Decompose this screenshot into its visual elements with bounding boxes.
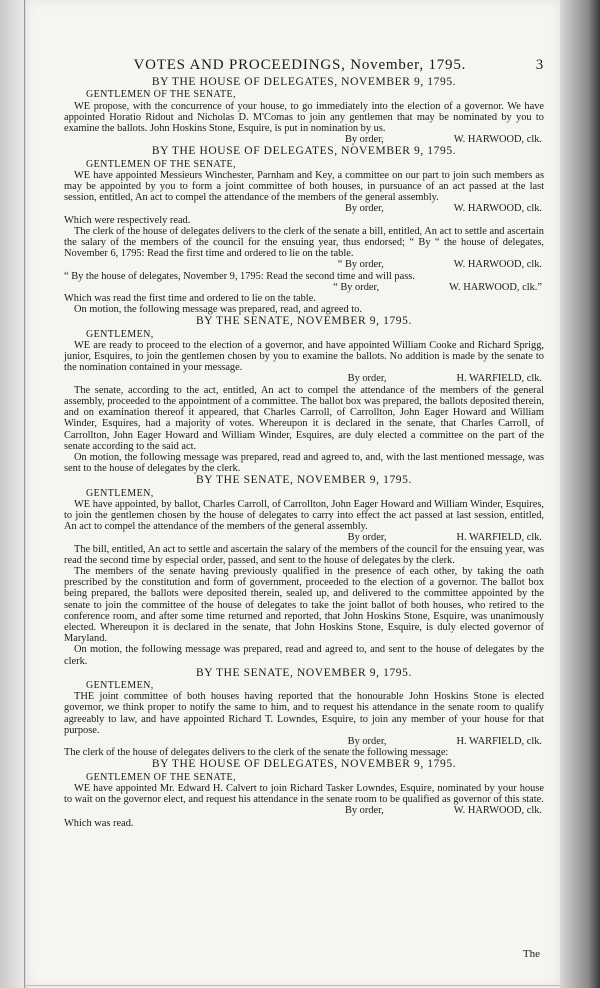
signature-line [64, 259, 544, 270]
signature-name: H. WARFIELD, clk. [456, 532, 542, 544]
signature-line [64, 805, 544, 816]
signature-by: “ By order, [337, 259, 384, 271]
paragraph: WE propose, with the concurrence of your house, to go immediately into the election of a governor. We have appointed Horatio Ridout and Nicholas D. M'Comas to join any gentlemen that may be nominated by you to examine the ballots. John Hoskins Stone, Esquire, is put in nomination by us. [64, 100, 544, 135]
salutation: GENTLEMEN OF THE SENATE, [86, 158, 236, 170]
catchword: The [522, 948, 540, 960]
signature-line [64, 373, 544, 384]
paragraph: The clerk of the house of delegates delivers to the clerk of the senate the following message: [64, 747, 449, 759]
paragraph: Which were respectively read. [64, 214, 191, 226]
salutation: GENTLEMEN OF THE SENATE, [86, 771, 236, 783]
page-content [64, 57, 544, 830]
paragraph: Which was read the first time and ordered to lie on the table. [64, 293, 316, 305]
signature-name: W. HARWOOD, clk.” [449, 281, 542, 293]
signature-by: By order, [344, 134, 384, 146]
page-bottom-edge [26, 985, 560, 986]
signature-line [64, 736, 544, 747]
paragraph: WE have appointed Mr. Edward H. Calvert to join Richard Tasker Lowndes, Esquire, nominated by your house to wait on the governor elect, and request his attendance in the senate room to be qualified as governor of this state. [64, 782, 544, 805]
signature-name: W. HARWOOD, clk. [453, 203, 542, 215]
signature-line [64, 282, 544, 293]
signature-by: By order, [344, 203, 384, 215]
signature-name: W. HARWOOD, clk. [453, 259, 542, 271]
paragraph: WE have appointed, by ballot, Charles Carroll, of Carrollton, John Eager Howard and William Winder, Esquires, to join the gentlemen chosen by the house of delegates to carry into effect the act passed at last session, entitled, An act to compel the attendance of the members of the general assembly. [64, 498, 544, 533]
paragraph: WE are ready to proceed to the election of a governor, and have appointed William Cooke and Richard Sprigg, junior, Esquires, to join the gentlemen chosen by you to examine the ballots. No addition is made by the senate to the nomination contained in your message. [64, 339, 544, 374]
page-number: 3 [535, 57, 544, 73]
section-heading: BY THE HOUSE OF DELEGATES, NOVEMBER 9, 1795. [151, 758, 457, 771]
previous-page-edge [0, 0, 25, 988]
salutation: GENTLEMEN, [86, 487, 154, 499]
signature-by: By order, [344, 805, 384, 817]
signature-line [64, 134, 544, 145]
paragraph: WE have appointed Messieurs Winchester, Parnham and Key, a committee on our part to join such members as may be appointed by you to form a joint committee of both houses, in pursuance of an act passed at the last session, entitled, An act to compel the attendance of the members of the general assembly. [64, 169, 544, 204]
page-title: VOTES AND PROCEEDINGS, November, 1795. [133, 57, 467, 73]
signature-name: H. WARFIELD, clk. [456, 735, 542, 747]
section-heading: BY THE SENATE, NOVEMBER 9, 1795. [196, 315, 412, 328]
section-heading: BY THE SENATE, NOVEMBER 9, 1795. [196, 666, 412, 679]
salutation: GENTLEMEN, [86, 328, 154, 340]
signature-name: W. HARWOOD, clk. [453, 805, 542, 817]
next-page-edge [560, 0, 600, 988]
paragraph: On motion, the following message was prepared, read and agreed to, and sent to the house of delegates by the clerk. [64, 644, 544, 667]
signature-by: By order, [347, 532, 387, 544]
signature-by: By order, [347, 735, 387, 747]
paragraph: The members of the senate having previously qualified in the presence of each other, by taking the oath prescribed by the constitution and form of government, proceeded to the election of a governor. The ballot box being prepared, the ballots were deposited therein, sealed up, and delivered to the committee appointed by the senate to join the committee of the house of delegates to take the joint ballot of both houses, who retired to the conference room, and after some time returned and reported, that John Hoskins Stone, Esquire, was unanimously elected. Whereupon it is declared in the senate, that John Hoskins Stone, Esquire, is duly elected governor of Maryland. [64, 565, 544, 645]
paragraph: On motion, the following message was prepared, read, and agreed to. [74, 304, 362, 316]
paragraph: The senate, according to the act, entitled, An act to compel the attendance of the members of the general assembly, proceeded to the appointment of a committee. The ballot box was prepared, the ballots deposited therein, and on examination thereof it appeared, that Charles Carroll, of Carrollton, John Eager Howard and William Winder, Esquires, had a majority of votes. Whereupon it is declared in the senate, that Charles Carroll, of Carrollton, John Eager Howard and William Winder, Esquires, are duly elected a committee on the part of the senate according to the said act. [64, 384, 544, 452]
signature-by: By order, [347, 373, 387, 385]
document-page [26, 0, 560, 988]
signature-by: “ By order, [333, 281, 380, 293]
salutation: GENTLEMEN OF THE SENATE, [86, 89, 236, 101]
section-heading: BY THE HOUSE OF DELEGATES, NOVEMBER 9, 1795. [151, 145, 457, 158]
paragraph: On motion, the following message was prepared, read and agreed to, and, with the last mentioned message, was sent to the house of delegates by the clerk. [64, 451, 544, 475]
paragraph: The clerk of the house of delegates delivers to the clerk of the senate a bill, entitled, An act to settle and ascertain the salary of the members of the council for the ensuing year, thus endorsed; “ By “ the house of delegates, November 6, 1795: Read the first time and ordered to lie on the table. [64, 225, 544, 260]
signature-line [64, 532, 544, 543]
paragraph: Which was read. [64, 818, 134, 830]
signature-name: H. WARFIELD, clk. [456, 373, 542, 385]
paragraph: THE joint committee of both houses having reported that the honourable John Hoskins Stone is elected governor, we think proper to notify the same to him, and to request his attendance in the senate room to qualify agreeably to law, and have appointed Richard T. Lowndes, Esquire, to join any member of your house for that purpose. [64, 691, 544, 736]
running-head [64, 57, 544, 73]
paragraph: The bill, entitled, An act to settle and ascertain the salary of the members of the council for the ensuing year, was read the second time by especial order, passed, and sent to the house of delegates by the clerk. [64, 543, 544, 566]
signature-name: W. HARWOOD, clk. [453, 134, 542, 146]
section-heading: BY THE SENATE, NOVEMBER 9, 1795. [196, 474, 412, 487]
salutation: GENTLEMEN, [86, 679, 154, 691]
signature-line [64, 203, 544, 214]
section-heading: BY THE HOUSE OF DELEGATES, NOVEMBER 9, 1795. [151, 76, 457, 89]
paragraph: “ By the house of delegates, November 9, 1795: Read the second time and will pass. [64, 270, 415, 282]
